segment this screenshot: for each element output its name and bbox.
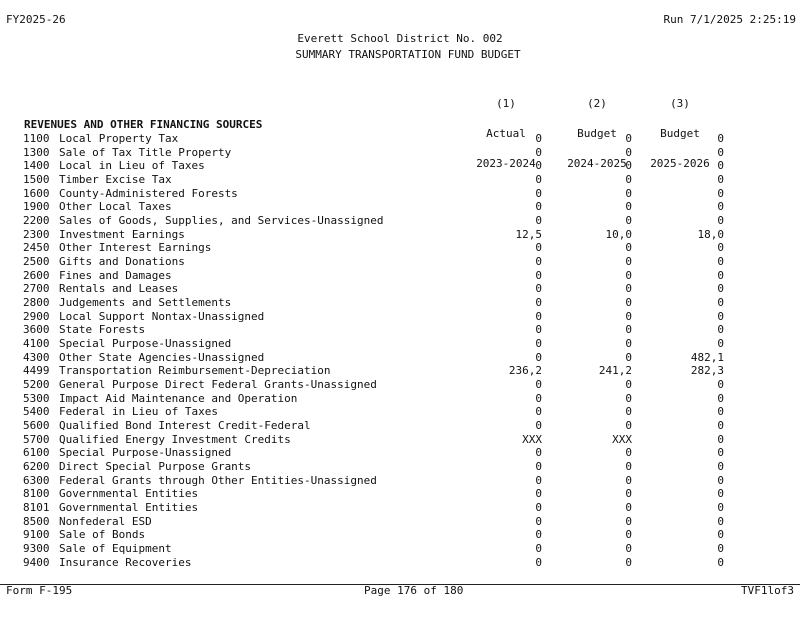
account-description: Nonfederal ESD (59, 514, 152, 528)
account-code: 9300 (23, 542, 50, 556)
actual-2023-value: 0 (535, 186, 542, 200)
budget-2024-value: 0 (625, 323, 632, 337)
account-code: 2450 (23, 241, 50, 255)
account-description: Sale of Equipment (59, 542, 172, 556)
budget-2024-value: 0 (625, 542, 632, 556)
budget-2024-value: 0 (625, 473, 632, 487)
account-description: State Forests (59, 323, 146, 337)
budget-2025-value: 0 (717, 528, 724, 542)
account-code: 3600 (23, 323, 50, 337)
budget-2025-value: 0 (717, 309, 724, 323)
account-description: Federal Grants through Other Entities-Unassigned (59, 473, 377, 487)
account-code: 6300 (23, 473, 50, 487)
account-description: Other State Agencies-Unassigned (59, 350, 265, 364)
actual-2023-value: 0 (535, 528, 542, 542)
table-row (0, 378, 800, 392)
budget-2025-value: 0 (717, 405, 724, 419)
budget-2025-value: 0 (717, 282, 724, 296)
budget-2024-value: 0 (625, 378, 632, 392)
account-code: 9100 (23, 528, 50, 542)
budget-2025-value: 0 (717, 378, 724, 392)
account-code: 4300 (23, 350, 50, 364)
table-row (0, 323, 800, 337)
account-description: Other Local Taxes (59, 200, 172, 214)
budget-2024-value: 0 (625, 460, 632, 474)
account-code: 6100 (23, 446, 50, 460)
actual-2023-value: 236,2 (508, 364, 542, 378)
account-description: Transportation Reimbursement-Depreciation (59, 364, 331, 378)
section-title: REVENUES AND OTHER FINANCING SOURCES (24, 118, 263, 131)
budget-2025-value: 0 (717, 200, 724, 214)
district-name: Everett School District No. 002 (297, 32, 503, 45)
table-row (0, 433, 800, 447)
actual-2023-value: 0 (535, 350, 542, 364)
account-code: 4499 (23, 364, 50, 378)
account-description: Direct Special Purpose Grants (59, 460, 252, 474)
table-row (0, 269, 800, 283)
account-description: Sale of Bonds (59, 528, 146, 542)
table-row (0, 173, 800, 187)
budget-2024-value: 0 (625, 405, 632, 419)
actual-2023-value: 0 (535, 173, 542, 187)
budget-2024-value: 0 (625, 214, 632, 228)
budget-2024-value: 0 (625, 132, 632, 145)
table-row (0, 487, 800, 501)
budget-2025-value: 0 (717, 460, 724, 474)
account-code: 4100 (23, 337, 50, 351)
column-label: Budget (577, 127, 617, 140)
actual-2023-value: 0 (535, 542, 542, 556)
account-code: 1300 (23, 145, 50, 159)
budget-2024-value: 0 (625, 391, 632, 405)
actual-2023-value: 0 (535, 419, 542, 433)
budget-2025-value: 0 (717, 186, 724, 200)
budget-2024-value: 0 (625, 255, 632, 269)
actual-2023-value: 0 (535, 473, 542, 487)
budget-2024-value: 10,0 (605, 227, 632, 241)
page-number: Page 176 of 180 (364, 584, 464, 597)
actual-2023-value: 0 (535, 282, 542, 296)
column-number: (3) (670, 97, 690, 110)
budget-2024-value: 0 (625, 337, 632, 351)
budget-2025-value: 0 (717, 391, 724, 405)
budget-2025-value: 0 (717, 241, 724, 255)
actual-2023-value: 0 (535, 214, 542, 228)
account-code: 5200 (23, 378, 50, 392)
account-code: 2200 (23, 214, 50, 228)
budget-2024-value: 0 (625, 487, 632, 501)
column-label: Budget (660, 127, 700, 140)
table-row (0, 132, 800, 146)
actual-2023-value: 0 (535, 460, 542, 474)
account-description: General Purpose Direct Federal Grants-Unassigned (59, 378, 377, 392)
table-row (0, 351, 800, 365)
budget-2025-value: 0 (717, 501, 724, 515)
actual-2023-value: 0 (535, 555, 542, 569)
account-code: 2900 (23, 309, 50, 323)
account-code: 8500 (23, 514, 50, 528)
account-code: 5600 (23, 419, 50, 433)
table-row (0, 392, 800, 406)
table-row (0, 282, 800, 296)
actual-2023-value: 0 (535, 323, 542, 337)
table-row (0, 159, 800, 173)
account-description: Other Interest Earnings (59, 241, 212, 255)
budget-2025-value: 0 (717, 514, 724, 528)
fiscal-year: FY2025-26 (6, 13, 66, 26)
account-description: Special Purpose-Unassigned (59, 446, 232, 460)
actual-2023-value: 0 (535, 337, 542, 351)
budget-2025-value: 0 (717, 337, 724, 351)
account-code: 6200 (23, 460, 50, 474)
account-code: 9400 (23, 555, 50, 569)
account-description: Timber Excise Tax (59, 173, 172, 187)
account-code: 2800 (23, 296, 50, 310)
budget-2024-value: 0 (625, 173, 632, 187)
column-label: Actual (486, 127, 526, 140)
budget-2024-value: 0 (625, 514, 632, 528)
actual-2023-value: 0 (535, 405, 542, 419)
actual-2023-value: 0 (535, 200, 542, 214)
account-description: Special Purpose-Unassigned (59, 337, 232, 351)
account-description: Governmental Entities (59, 487, 199, 501)
budget-2025-value: 0 (717, 145, 724, 159)
budget-2024-value: 0 (625, 528, 632, 542)
account-description: Rentals and Leases (59, 282, 179, 296)
account-code: 8100 (23, 487, 50, 501)
column-period: 2025-2026 (650, 157, 710, 170)
actual-2023-value: 0 (535, 159, 542, 173)
budget-2024-value: 0 (625, 350, 632, 364)
table-row (0, 241, 800, 255)
table-row (0, 214, 800, 228)
table-row (0, 419, 800, 433)
actual-2023-value: 0 (535, 487, 542, 501)
account-code: 2600 (23, 268, 50, 282)
budget-2025-value: 0 (717, 173, 724, 187)
budget-2025-value: 0 (717, 432, 724, 446)
account-code: 2300 (23, 227, 50, 241)
account-code: 5300 (23, 391, 50, 405)
actual-2023-value: 0 (535, 514, 542, 528)
table-row (0, 460, 800, 474)
actual-2023-value: 0 (535, 309, 542, 323)
budget-2025-value: 0 (717, 132, 724, 145)
account-code: 1500 (23, 173, 50, 187)
table-row (0, 405, 800, 419)
table-row (0, 474, 800, 488)
budget-2025-value: 0 (717, 159, 724, 173)
table-row (0, 296, 800, 310)
budget-2024-value: 0 (625, 555, 632, 569)
revenue-table (0, 132, 800, 570)
account-description: Local Support Nontax-Unassigned (59, 309, 265, 323)
budget-2025-value: 0 (717, 419, 724, 433)
table-row (0, 501, 800, 515)
account-description: Gifts and Donations (59, 255, 185, 269)
budget-2025-value: 0 (717, 555, 724, 569)
table-row (0, 200, 800, 214)
account-description: Governmental Entities (59, 501, 199, 515)
account-description: Qualified Bond Interest Credit-Federal (59, 419, 311, 433)
budget-2024-value: 0 (625, 241, 632, 255)
account-code: 1600 (23, 186, 50, 200)
account-description: Insurance Recoveries (59, 555, 192, 569)
budget-2025-value: 0 (717, 446, 724, 460)
budget-2025-value: 0 (717, 323, 724, 337)
budget-2024-value: 0 (625, 145, 632, 159)
actual-2023-value: 0 (535, 378, 542, 392)
table-row (0, 556, 800, 570)
budget-2025-value: 0 (717, 487, 724, 501)
budget-2024-value: 0 (625, 309, 632, 323)
table-row (0, 255, 800, 269)
budget-2024-value: 0 (625, 419, 632, 433)
table-row (0, 337, 800, 351)
account-code: 5400 (23, 405, 50, 419)
column-number: (1) (496, 97, 516, 110)
table-row (0, 187, 800, 201)
budget-2025-value: 0 (717, 268, 724, 282)
account-description: Qualified Energy Investment Credits (59, 432, 291, 446)
table-row (0, 228, 800, 242)
budget-2025-value: 0 (717, 542, 724, 556)
report-code: TVF1lof3 (741, 584, 794, 597)
budget-2024-value: 0 (625, 268, 632, 282)
budget-2024-value: 0 (625, 159, 632, 173)
column-number: (2) (587, 97, 607, 110)
actual-2023-value: 0 (535, 268, 542, 282)
account-code: 2500 (23, 255, 50, 269)
account-code: 5700 (23, 432, 50, 446)
account-description: Investment Earnings (59, 227, 185, 241)
form-number: Form F-195 (6, 584, 73, 597)
budget-2025-value: 18,0 (697, 227, 724, 241)
table-row (0, 542, 800, 556)
table-row (0, 146, 800, 160)
budget-2024-value: 0 (625, 200, 632, 214)
account-description: Sale of Tax Title Property (59, 145, 232, 159)
account-description: Fines and Damages (59, 268, 172, 282)
account-code: 1400 (23, 159, 50, 173)
account-description: Local Property Tax (59, 132, 179, 145)
actual-2023-value: 0 (535, 446, 542, 460)
budget-2024-value: 0 (625, 296, 632, 310)
account-code: 1900 (23, 200, 50, 214)
budget-2024-value: XXX (612, 432, 632, 446)
table-row (0, 515, 800, 529)
table-row (0, 528, 800, 542)
budget-2024-value: 0 (625, 186, 632, 200)
table-row (0, 310, 800, 324)
budget-2024-value: 0 (625, 501, 632, 515)
budget-2025-value: 482,1 (690, 350, 724, 364)
budget-2024-value: 0 (625, 446, 632, 460)
budget-2025-value: 0 (717, 473, 724, 487)
actual-2023-value: 0 (535, 241, 542, 255)
column-period: 2024-2025 (567, 157, 627, 170)
actual-2023-value: 12,5 (515, 227, 542, 241)
account-description: Impact Aid Maintenance and Operation (59, 391, 298, 405)
account-description: Local in Lieu of Taxes (59, 159, 205, 173)
account-description: Judgements and Settlements (59, 296, 232, 310)
actual-2023-value: 0 (535, 391, 542, 405)
report-title: SUMMARY TRANSPORTATION FUND BUDGET (295, 48, 521, 61)
account-description: Federal in Lieu of Taxes (59, 405, 218, 419)
actual-2023-value: XXX (522, 432, 542, 446)
actual-2023-value: 0 (535, 501, 542, 515)
actual-2023-value: 0 (535, 255, 542, 269)
run-timestamp: Run 7/1/2025 2:25:19 (663, 13, 796, 26)
table-row (0, 446, 800, 460)
budget-2024-value: 241,2 (598, 364, 632, 378)
budget-2025-value: 282,3 (690, 364, 724, 378)
actual-2023-value: 0 (535, 132, 542, 145)
table-row (0, 364, 800, 378)
account-code: 1100 (23, 132, 50, 145)
column-period: 2023-2024 (476, 157, 536, 170)
account-code: 8101 (23, 501, 50, 515)
account-description: County-Administered Forests (59, 186, 238, 200)
account-code: 2700 (23, 282, 50, 296)
budget-2025-value: 0 (717, 214, 724, 228)
budget-2025-value: 0 (717, 255, 724, 269)
actual-2023-value: 0 (535, 145, 542, 159)
actual-2023-value: 0 (535, 296, 542, 310)
budget-2025-value: 0 (717, 296, 724, 310)
account-description: Sales of Goods, Supplies, and Services-Unassigned (59, 214, 384, 228)
budget-2024-value: 0 (625, 282, 632, 296)
